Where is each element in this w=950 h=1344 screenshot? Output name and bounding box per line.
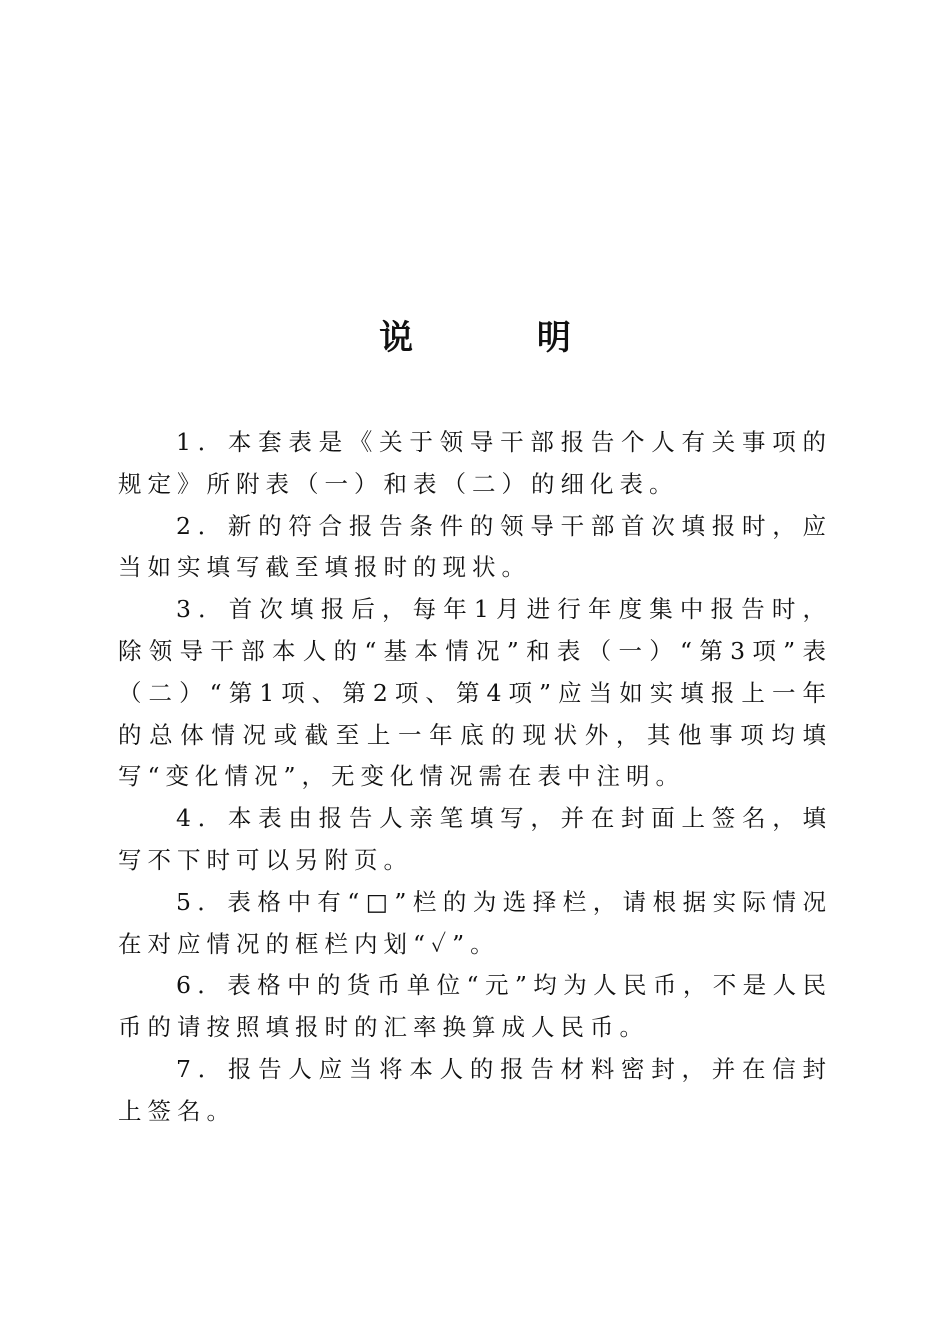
page-title: 说 明 [379, 318, 627, 358]
instruction-paragraph-6: 6．表格中的货币单位“元”均为人民币，不是人民币的请按照填报时的汇率换算成人民币。 [118, 971, 832, 1042]
instruction-paragraph-2: 2．新的符合报告条件的领导干部首次填报时，应当如实填写截至填报时的现状。 [118, 511, 832, 582]
instructions-body [118, 422, 832, 1133]
instruction-paragraph-3: 3．首次填报后，每年1月进行年度集中报告时，除领导干部本人的“基本情况”和表（一）“第3项”表（二）“第1项、第2项、第4项”应当如实填报上一年的总体情况或截至上一年底的现状外，其他事项均填写“变化情况”，无变化情况需在表中注明。 [118, 595, 832, 791]
instruction-paragraph-5: 5．表格中有“□”栏的为选择栏，请根据实际情况在对应情况的框栏内划“✓”。 [118, 887, 832, 958]
instruction-paragraph-1: 1．本套表是《关于领导干部报告个人有关事项的规定》所附表（一）和表（二）的细化表。 [118, 428, 832, 498]
instruction-paragraph-4: 4．本表由报告人亲笔填写，并在封面上签名，填写不下时可以另附页。 [118, 804, 832, 874]
instruction-paragraph-7: 7．报告人应当将本人的报告材料密封，并在信封上签名。 [118, 1054, 832, 1125]
